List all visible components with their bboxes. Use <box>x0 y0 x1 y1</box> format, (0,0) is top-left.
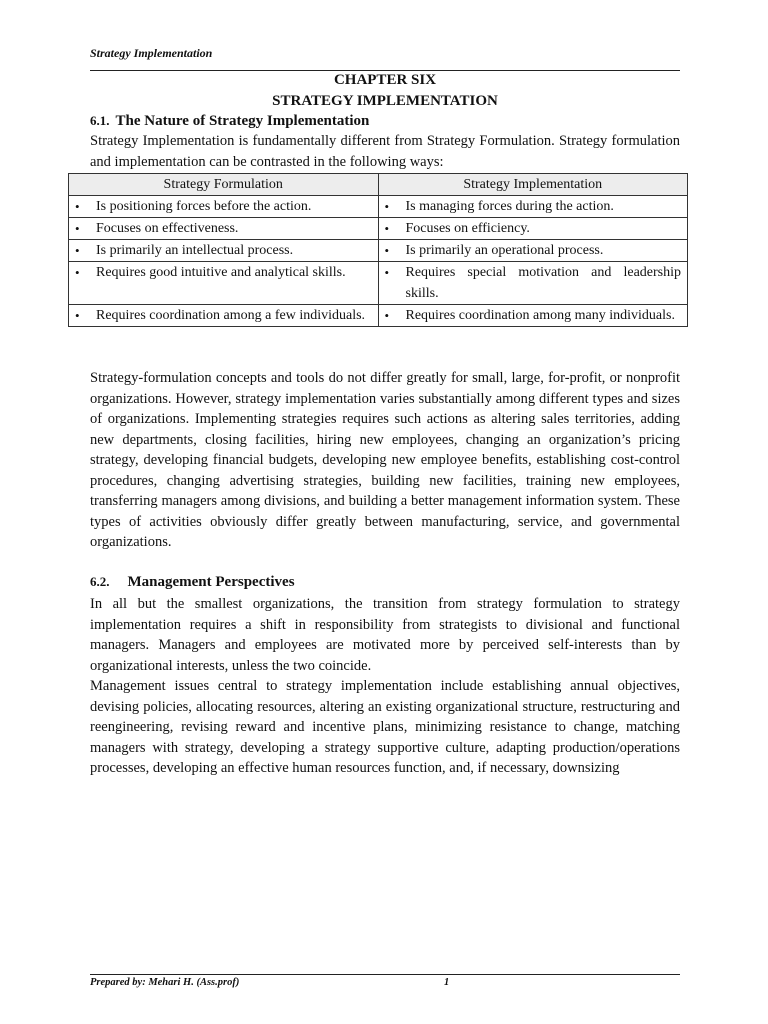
section-number: 6.2. <box>90 574 110 589</box>
chapter-label: CHAPTER SIX <box>333 72 437 88</box>
cell-text: Is primarily an intellectual process. <box>96 243 294 258</box>
cell-text: Focuses on efficiency. <box>405 221 530 236</box>
body-paragraph-management-transition: In all but the smallest organizations, the transition from strategy formulation to strategy implementation requires a shift in responsibility from strategists to divisional and functional managers. Managers and employees are motivated more by perceived self-interests than by organizational interests, unless the two coincide. <box>90 596 680 674</box>
table-cell <box>69 240 379 262</box>
section-title: Management Perspectives <box>127 574 295 590</box>
footer-author: Prepared by: Mehari H. (Ass.prof) <box>90 977 240 988</box>
running-header: Strategy Implementation <box>90 46 213 60</box>
table-cell <box>69 262 379 305</box>
bullet-icon: • <box>75 199 80 214</box>
chapter-title: STRATEGY IMPLEMENTATION <box>272 93 498 109</box>
section-heading-6-1 <box>90 111 369 131</box>
body-paragraph-formulation-concepts: Strategy-formulation concepts and tools do not differ greatly for small, large, for-profit, or nonprofit organizations. However, strategy implementation varies substantially among different types and sizes of organizations. Implementing strategies requires such actions as altering sales territories, adding new departments, closing facilities, hiring new employees, changing an organization’s pricing strategy, developing financial budgets, developing new employee benefits, establishing cost-control procedures, changing advertising strategies, building new facilities, training new employees, transferring managers among divisions, and building a better management information system. These types of activities obviously differ greatly between manufacturing, service, and governmental organizations. <box>90 370 680 550</box>
bullet-icon: • <box>384 308 390 323</box>
table-cell <box>69 196 379 218</box>
cell-text: Is primarily an operational process. <box>405 243 604 258</box>
bullet-icon: • <box>384 221 390 236</box>
table-row <box>69 305 688 327</box>
body-paragraph-management-issues: Management issues central to strategy implementation include establishing annual objectives, devising policies, allocating resources, altering an existing organizational structure, restructuring and reengineering, revising reward and incentive plans, minimizing resistance to change, matching managers with strategy, developing a strategy supportive culture, adapting production/operations processes, developing an effective human resources function, and, if necessary, downsizing <box>90 678 680 776</box>
chapter-heading <box>90 70 680 112</box>
comparison-table <box>68 173 688 327</box>
table-cell <box>378 196 688 218</box>
cell-text: Requires coordination among many individuals. <box>405 308 675 323</box>
column-header-formulation: Strategy Formulation <box>69 174 379 196</box>
section-intro-paragraph: Strategy Implementation is fundamentally different from Strategy Formulation. Strategy formulation and implementation can be contrasted in the following ways: <box>90 133 680 170</box>
cell-text: Requires coordination among a few individuals. <box>96 308 366 323</box>
column-header-implementation: Strategy Implementation <box>378 174 688 196</box>
cell-text: Focuses on effectiveness. <box>96 221 239 236</box>
table-row <box>69 262 688 305</box>
table-row <box>69 218 688 240</box>
page-number: 1 <box>444 977 450 988</box>
section-heading-6-2 <box>90 572 295 592</box>
table-cell <box>378 262 688 305</box>
table-header-row <box>69 174 688 196</box>
bullet-icon: • <box>384 243 390 258</box>
cell-text: Is managing forces during the action. <box>405 199 614 214</box>
table-cell <box>69 305 379 327</box>
bullet-icon: • <box>75 308 80 323</box>
table-cell <box>378 218 688 240</box>
bullet-icon: • <box>75 243 80 258</box>
table-row <box>69 240 688 262</box>
cell-text: Requires special motivation and leadership skills. <box>405 265 681 301</box>
section-title: The Nature of Strategy Implementation <box>115 113 370 129</box>
bullet-icon: • <box>75 221 80 236</box>
cell-text: Requires good intuitive and analytical skills. <box>96 265 346 280</box>
table-row <box>69 196 688 218</box>
cell-text: Is positioning forces before the action. <box>96 199 312 214</box>
bullet-icon: • <box>384 199 390 214</box>
footer-rule <box>90 974 680 975</box>
bullet-icon: • <box>384 265 390 280</box>
bullet-icon: • <box>75 265 80 280</box>
table-cell <box>378 305 688 327</box>
table-cell <box>378 240 688 262</box>
table-cell <box>69 218 379 240</box>
section-number: 6.1. <box>90 113 110 128</box>
